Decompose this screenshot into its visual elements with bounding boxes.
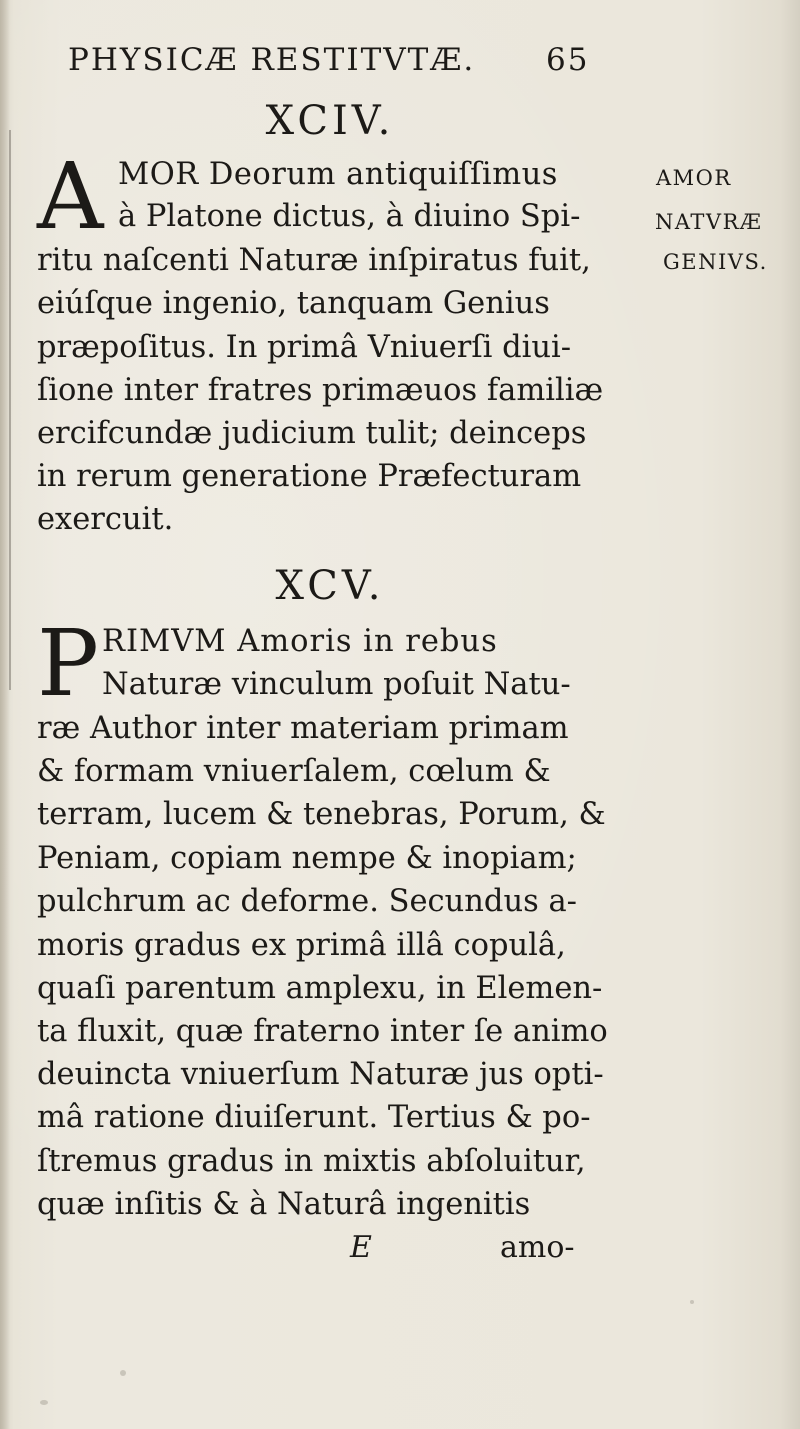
margin-note: NATVRÆ [655, 210, 763, 234]
text-line: pulchrum ac deforme. Secundus a- [37, 884, 577, 919]
text-line: ræ Author inter materiam primam [37, 711, 569, 746]
paper-speck [690, 1300, 694, 1304]
paper-speck [120, 1370, 126, 1376]
section-number: XCV. [275, 563, 385, 609]
text-line: ſione inter fratres primæuos familiæ [37, 373, 604, 408]
running-header [68, 30, 628, 90]
section-number: XCIV. [265, 98, 395, 144]
text-line: Peniam, copiam nempe & inopiam; [37, 841, 577, 876]
margin-note: GENIVS. [663, 250, 768, 274]
signature-mark: E [350, 1230, 372, 1265]
text-line: ercifcundæ judicium tulit; deinceps [37, 416, 587, 451]
text-line: mâ ratione diuiſerunt. Tertius & po- [37, 1100, 591, 1135]
text-line: quæ inſitis & à Naturâ ingenitis [37, 1187, 531, 1222]
text-line: MOR Deorum antiquiſſimus [118, 157, 558, 192]
drop-cap: P [37, 610, 99, 717]
text-line: ta fluxit, quæ fraterno inter ſe animo [37, 1014, 608, 1049]
text-line: moris gradus ex primâ illâ copulâ, [37, 928, 566, 963]
running-title: PHYSICÆ RESTITVTÆ. [68, 42, 476, 78]
text-line: à Platone dictus, à diuino Spi- [118, 199, 581, 234]
text-line: quaſi parentum amplexu, in Elemen- [37, 971, 603, 1006]
catchword: amo- [500, 1230, 575, 1265]
text-line: ſtremus gradus in mixtis abſoluitur, [37, 1144, 586, 1179]
text-line: terram, lucem & tenebras, Porum, & [37, 797, 606, 832]
text-line: RIMVM Amoris in rebus [102, 624, 498, 659]
text-line: & formam vniuerſalem, cœlum & [37, 754, 551, 789]
page-number: 65 [546, 42, 590, 78]
text-line: deuincta vniuerſum Naturæ jus opti- [37, 1057, 604, 1092]
paper-speck [40, 1400, 48, 1405]
text-line: præpoſitus. In primâ Vniuerſi diui- [37, 330, 572, 365]
margin-note: AMOR [656, 166, 732, 190]
drop-cap: A [37, 143, 104, 250]
text-line: in rerum generatione Præfecturam [37, 459, 582, 494]
text-line: exercuit. [37, 502, 174, 537]
text-line: Naturæ vinculum poſuit Natu- [102, 667, 571, 702]
text-line: ritu naſcenti Naturæ inſpiratus fuit, [37, 243, 591, 278]
text-line: eiúſque ingenio, tanquam Genius [37, 286, 550, 321]
